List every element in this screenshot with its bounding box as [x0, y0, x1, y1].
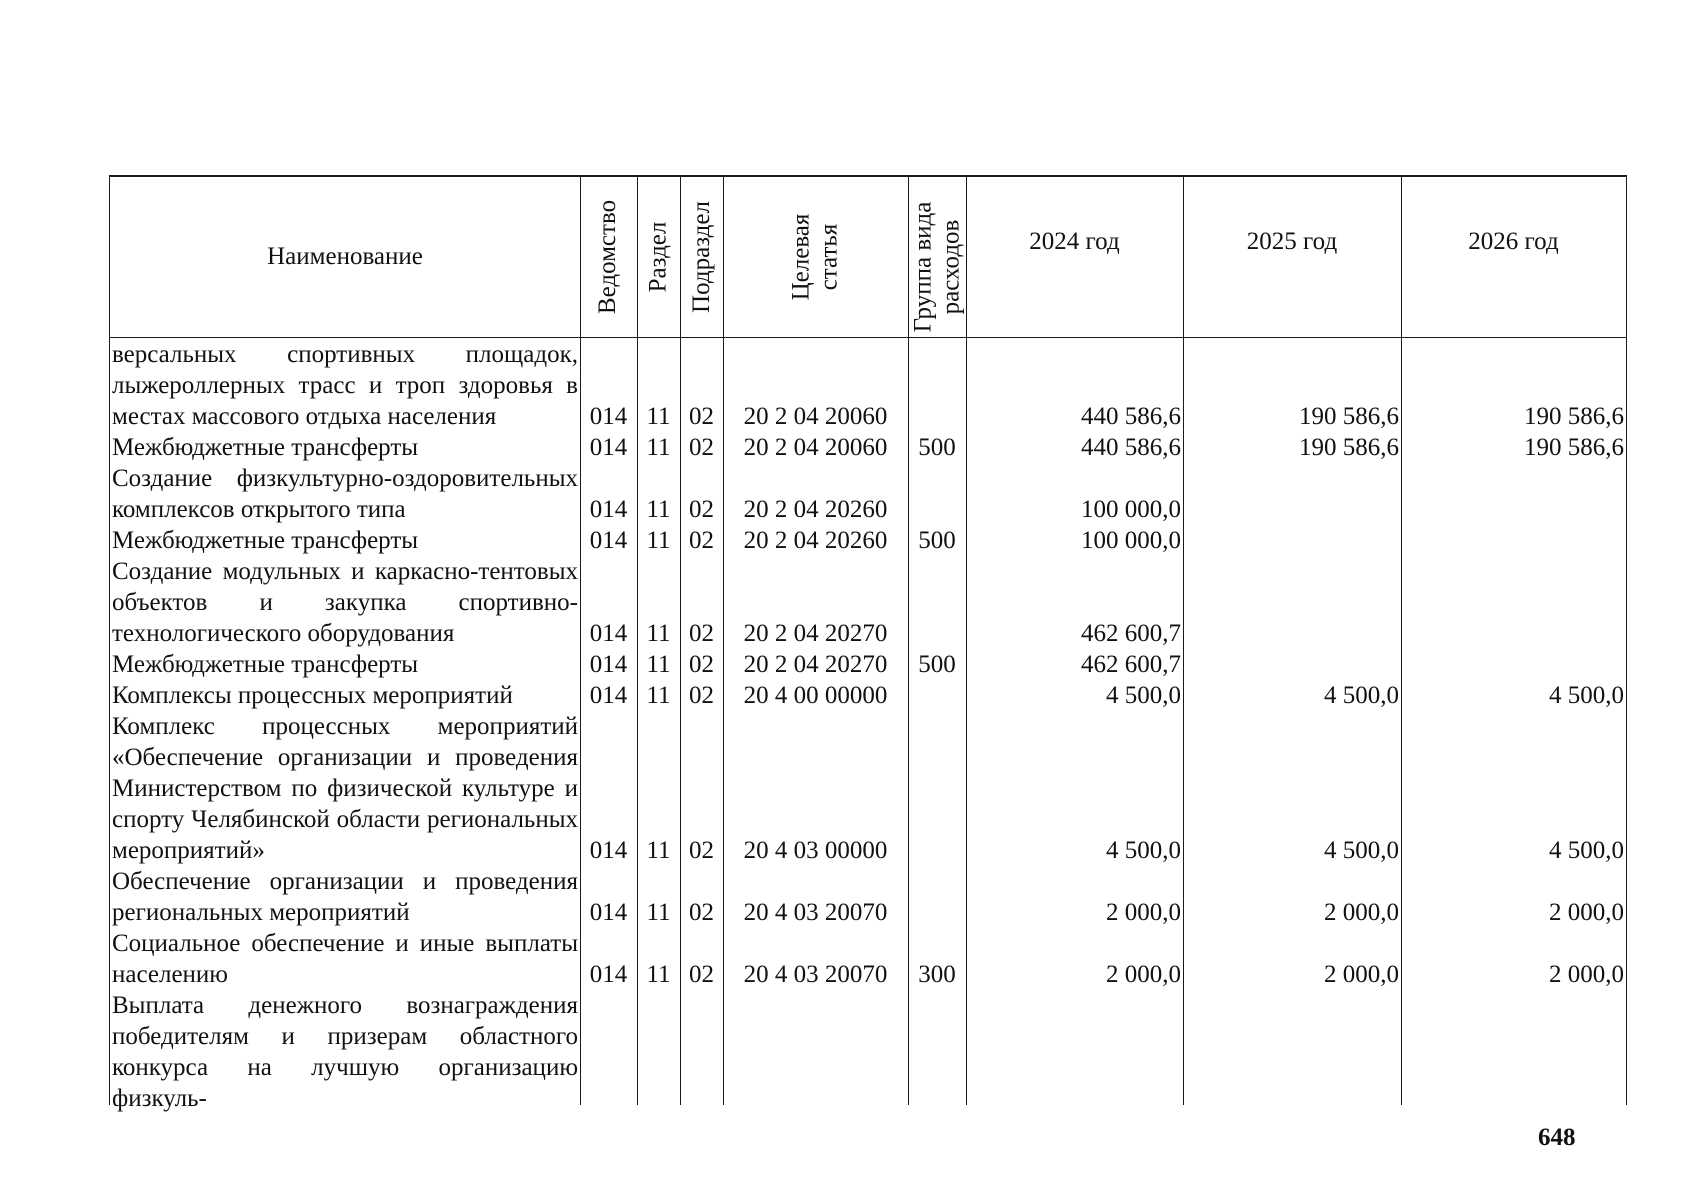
- row-name: Межбюджетные трансферты: [112, 651, 419, 678]
- row-vedomstvo: 014: [589, 434, 628, 461]
- header-celevaya-statya: [723, 177, 908, 337]
- row-gruppa: 500: [918, 434, 956, 461]
- row-2025: 2 000,0: [1324, 899, 1399, 926]
- row-vedomstvo: 014: [589, 682, 628, 709]
- header-name: Наименование: [267, 243, 423, 270]
- row-razdel: 11: [646, 496, 671, 523]
- row-celevaya: 20 2 04 20260: [743, 527, 888, 554]
- header-gruppa-line2: расходов: [937, 219, 964, 315]
- table-row: [110, 990, 1626, 1114]
- header-razdel-label: Раздел: [644, 221, 672, 293]
- row-podrazdel: 02: [689, 496, 714, 523]
- row-podrazdel: 02: [689, 682, 714, 709]
- row-razdel: 11: [646, 682, 671, 709]
- row-gruppa: 500: [918, 527, 956, 554]
- row-name: версальных спортивных площадок, лыжероллерных трасс и троп здоровья в местах массового отдыха населения: [112, 341, 578, 430]
- table-body: [110, 339, 1626, 1114]
- row-name: Комплекс процессных мероприятий «Обеспечение организации и проведения Министерством по физической культуре и спорту Челябинской области региональных мероприятий»: [112, 713, 578, 864]
- header-podrazdel-label: Подраздел: [687, 201, 715, 313]
- row-celevaya: 20 4 03 00000: [743, 837, 888, 864]
- row-podrazdel: 02: [689, 527, 714, 554]
- header-celevaya-line2: статья: [815, 223, 843, 291]
- row-2024: 2 000,0: [1106, 899, 1181, 926]
- row-podrazdel: 02: [689, 651, 714, 678]
- row-name: Межбюджетные трансферты: [112, 527, 419, 554]
- row-2024: 440 586,6: [1081, 403, 1181, 430]
- row-celevaya: 20 4 03 20070: [743, 961, 888, 988]
- row-vedomstvo: 014: [589, 837, 628, 864]
- row-celevaya: 20 2 04 20270: [743, 620, 888, 647]
- budget-table: [109, 175, 1627, 1112]
- header-2025: 2025 год: [1246, 228, 1338, 255]
- row-vedomstvo: 014: [589, 651, 628, 678]
- row-vedomstvo: 014: [589, 527, 628, 554]
- row-podrazdel: 02: [689, 899, 714, 926]
- row-name: Создание физкультурно-оздоровительных комплексов открытого типа: [112, 465, 578, 523]
- row-gruppa: 500: [918, 651, 956, 678]
- header-2024: 2024 год: [1029, 228, 1120, 255]
- row-2024: 100 000,0: [1081, 527, 1181, 554]
- table-row: [110, 866, 1626, 928]
- row-2026: 4 500,0: [1549, 837, 1624, 864]
- row-razdel: 11: [646, 837, 671, 864]
- header-razdel: [637, 177, 680, 337]
- row-2024: 100 000,0: [1081, 496, 1181, 523]
- row-2025: 4 500,0: [1324, 837, 1399, 864]
- row-podrazdel: 02: [689, 961, 714, 988]
- page-number: 648: [1538, 1124, 1576, 1151]
- row-name: Социальное обеспечение и иные выплаты населению: [112, 930, 578, 988]
- table-row: [110, 680, 1626, 711]
- table-row: [110, 339, 1626, 432]
- row-razdel: 11: [646, 651, 671, 678]
- row-podrazdel: 02: [689, 620, 714, 647]
- row-vedomstvo: 014: [589, 961, 628, 988]
- row-razdel: 11: [646, 434, 671, 461]
- row-2025: 190 586,6: [1299, 434, 1399, 461]
- row-2025: 190 586,6: [1299, 403, 1399, 430]
- row-2024: 4 500,0: [1106, 682, 1181, 709]
- row-name: Межбюджетные трансферты: [112, 434, 419, 461]
- row-celevaya: 20 2 04 20060: [743, 434, 888, 461]
- row-2026: 2 000,0: [1549, 961, 1624, 988]
- row-podrazdel: 02: [689, 837, 714, 864]
- row-name: Создание модульных и каркасно-тентовых объектов и закупка спортивно-технологического оборудования: [112, 558, 578, 647]
- row-celevaya: 20 4 00 00000: [743, 682, 888, 709]
- row-2025: 2 000,0: [1324, 961, 1399, 988]
- row-podrazdel: 02: [689, 403, 714, 430]
- header-gruppa: [908, 177, 966, 337]
- row-2024: 4 500,0: [1106, 837, 1181, 864]
- row-2024: 462 600,7: [1081, 651, 1181, 678]
- row-2025: 4 500,0: [1324, 682, 1399, 709]
- row-2026: 2 000,0: [1549, 899, 1624, 926]
- row-gruppa: 300: [918, 961, 956, 988]
- row-2024: 440 586,6: [1081, 434, 1181, 461]
- table-row: [110, 556, 1626, 649]
- header-gruppa-line1: Группа вида: [909, 201, 936, 333]
- row-2026: 4 500,0: [1549, 682, 1624, 709]
- row-celevaya: 20 4 03 20070: [743, 899, 888, 926]
- row-vedomstvo: 014: [589, 403, 628, 430]
- row-vedomstvo: 014: [589, 620, 628, 647]
- row-name: Выплата денежного вознаграждения победителям и призерам областного конкурса на лучшую организацию физкуль-: [112, 992, 578, 1112]
- row-razdel: 11: [646, 403, 671, 430]
- row-celevaya: 20 2 04 20260: [743, 496, 888, 523]
- header-vedomstvo-label: Ведомство: [594, 199, 622, 315]
- table-row: [110, 525, 1626, 556]
- row-2026: 190 586,6: [1524, 434, 1624, 461]
- header-celevaya-line1: Целевая: [787, 213, 815, 301]
- row-razdel: 11: [646, 899, 671, 926]
- header-divider: [110, 337, 1626, 338]
- table-row: [110, 463, 1626, 525]
- row-name: Обеспечение организации и проведения региональных мероприятий: [112, 868, 578, 926]
- table-row: [110, 711, 1626, 866]
- row-2026: 190 586,6: [1524, 403, 1624, 430]
- table-row: [110, 649, 1626, 680]
- row-vedomstvo: 014: [589, 899, 628, 926]
- header-2026: 2026 год: [1468, 228, 1559, 255]
- row-name: Комплексы процессных мероприятий: [112, 682, 513, 709]
- row-razdel: 11: [646, 620, 671, 647]
- row-2024: 2 000,0: [1106, 961, 1181, 988]
- row-razdel: 11: [646, 961, 671, 988]
- row-celevaya: 20 2 04 20270: [743, 651, 888, 678]
- row-celevaya: 20 2 04 20060: [743, 403, 888, 430]
- table-row: [110, 432, 1626, 463]
- row-podrazdel: 02: [689, 434, 714, 461]
- header-podrazdel: [680, 177, 723, 337]
- header-gruppa-label: [909, 202, 965, 333]
- header-celevaya-label: [787, 214, 843, 301]
- header-vedomstvo: [580, 177, 637, 337]
- table-row: [110, 928, 1626, 990]
- row-razdel: 11: [646, 527, 671, 554]
- row-vedomstvo: 014: [589, 496, 628, 523]
- row-2024: 462 600,7: [1081, 620, 1181, 647]
